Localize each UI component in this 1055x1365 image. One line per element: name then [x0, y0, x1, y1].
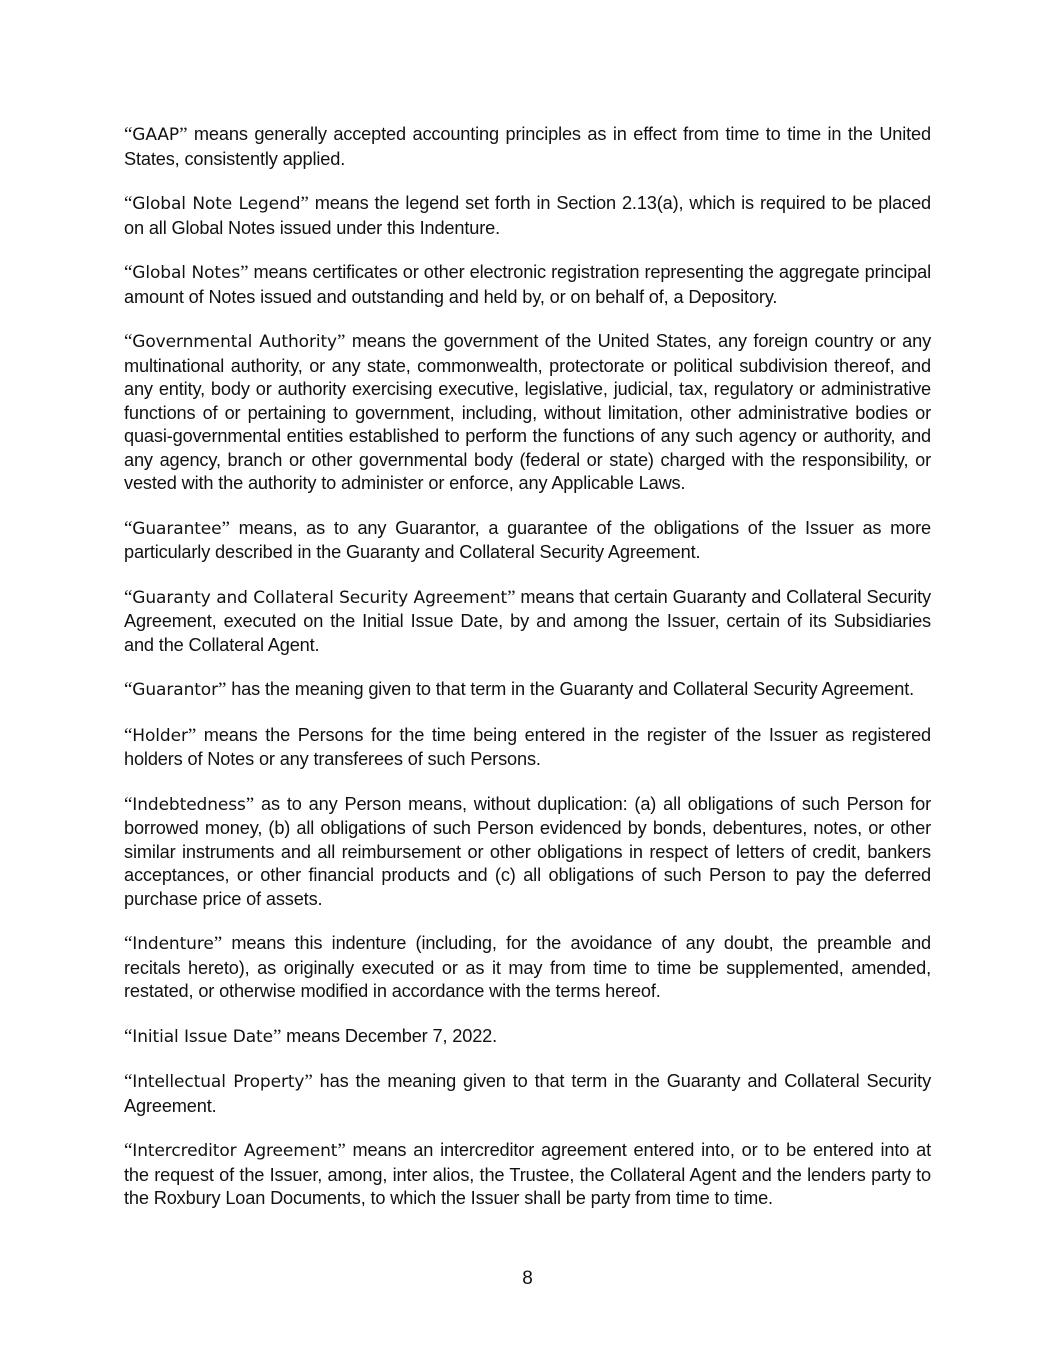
definition-guaranty-and-collateral-security-agreement: “Guaranty and Collateral Security Agreement” means that certain Guaranty and Collateral Security Agreement, executed on the Initial Issue Date, by and among the Issuer, certain of its Subsidiaries and the Collateral Agent. — [124, 586, 931, 655]
defined-term: Global Notes — [132, 263, 241, 283]
definition-text: means that certain Guaranty and Collateral Security Agreement, executed on the Initial Issue Date, by and among the Issuer, certain of its Subsidiaries and the Collateral Agent. — [124, 586, 931, 655]
definition-text: has the meaning given to that term in the Guaranty and Collateral Security Agreement. — [124, 1071, 932, 1116]
definition-indebtedness: “Indebtedness” as to any Person means, without duplication: (a) all obligations of such Person for borrowed money, (b) all obligations of such Person evidenced by bonds, debentures, notes, or other similar instruments and all reimbursement or other obligations in respect of letters of credit, bankers acceptances, or other financial products and (c) all obligations of such Person to pay the deferred purchase price of assets. — [124, 793, 932, 909]
defined-term: Guarantor — [132, 680, 218, 700]
defined-term: Initial Issue Date — [132, 1026, 273, 1047]
defined-term: Intellectual Property — [132, 1072, 305, 1092]
definition-guarantee: “Guarantee” means, as to any Guarantor, a guarantee of the obligations of the Issuer as more particularly described in the Guaranty and Collateral Security Agreement. — [124, 517, 931, 562]
definition-text: means the Persons for the time being entered in the register of the Issuer as registered holders of Notes or any transferees of such Persons. — [124, 724, 932, 769]
definition-text: means an intercreditor agreement entered into, or to be entered into at the request of the Issuer, among, inter alios, the Trustee, the Collateral Agent and the lenders party to the Roxbury Loan Documents, to which the Issuer shall be party from time to time. — [124, 1140, 931, 1208]
defined-term: Indenture — [132, 934, 214, 954]
definitions-list — [124, 123, 931, 1211]
definition-text: as to any Person means, without duplication: (a) all obligations of such Person for borrowed money, (b) all obligations of such Person evidenced by bonds, debentures, notes, or other similar instruments and all reimbursement or other obligations in respect of letters of credit, bankers acceptances, or other financial products and (c) all obligations of such Person to pay the deferred purchase price of assets. — [124, 793, 932, 909]
definition-global-note-legend: “Global Note Legend” means the legend set forth in Section 2.13(a), which is required to be placed on all Global Notes issued under this Indenture. — [124, 193, 931, 238]
page-number: 8 — [522, 1268, 533, 1289]
definition-guarantor: “Guarantor” has the meaning given to that term in the Guaranty and Collateral Security Agreement. — [124, 679, 915, 700]
definition-governmental-authority: “Governmental Authority” means the government of the United States, any foreign country or any multinational authority, or any state, commonwealth, protectorate or political subdivision thereof, and any entity, body or authority exercising executive, legislative, judicial, tax, regulatory or administrative functions of or pertaining to government, including, without limitation, other administrative bodies or quasi-governmental entities established to perform the functions of any such agency or authority, and any agency, branch or other governmental body (federal or state) charged with the responsibility, or vested with the authority to administer or enforce, any Applicable Laws. — [124, 331, 932, 493]
definition-intercreditor-agreement: “Intercreditor Agreement” means an intercreditor agreement entered into, or to be entered into at the request of the Issuer, among, inter alios, the Trustee, the Collateral Agent and the lenders party to the Roxbury Loan Documents, to which the Issuer shall be party from time to time. — [124, 1140, 931, 1208]
defined-term: Guarantee — [132, 518, 222, 539]
definition-text: means certificates or other electronic registration representing the aggregate principal amount of Notes issued and outstanding and held by, or on behalf of, a Depository. — [124, 262, 931, 307]
defined-term: Guaranty and Collateral Security Agreement — [132, 587, 508, 608]
definition-gaap: “GAAP” means generally accepted accounting principles as in effect from time to time in the United States, consistently applied. — [124, 124, 931, 169]
definition-text: means the legend set forth in Section 2.13(a), which is required to be placed on all Global Notes issued under this Indenture. — [124, 193, 931, 238]
definition-initial-issue-date: “Initial Issue Date” means December 7, 2022. — [124, 1025, 498, 1047]
definition-text: means December 7, 2022. — [286, 1025, 498, 1046]
definition-global-notes: “Global Notes” means certificates or other electronic registration representing the aggregate principal amount of Notes issued and outstanding and held by, or on behalf of, a Depository. — [124, 262, 931, 307]
definition-text: means generally accepted accounting principles as in effect from time to time in the United States, consistently applied. — [124, 124, 931, 169]
defined-term: Indebtedness — [132, 794, 246, 815]
definition-indenture: “Indenture” means this indenture (including, for the avoidance of any doubt, the preamble and recitals hereto), as originally executed or as it may from time to time be supplemented, amended, restated, or otherwise modified in accordance with the terms hereof. — [124, 933, 931, 1001]
definition-text: has the meaning given to that term in the Guaranty and Collateral Security Agreement. — [231, 679, 915, 699]
defined-term: Holder — [132, 725, 188, 746]
definition-text: means this indenture (including, for the avoidance of any doubt, the preamble and recitals hereto), as originally executed or as it may from time to time be supplemented, amended, restated, or otherwise modified in accordance with the terms hereof. — [124, 933, 931, 1001]
definition-text: means the government of the United States, any foreign country or any multinational authority, or any state, commonwealth, protectorate or political subdivision thereof, and any entity, body or authority exercising executive, legislative, judicial, tax, regulatory or administrative functions of or pertaining to government, including, without limitation, other administrative bodies or quasi-governmental entities established to perform the functions of any such agency or authority, and any agency, branch or other governmental body (federal or state) charged with the responsibility, or vested with the authority to administer or enforce, any Applicable Laws. — [124, 331, 932, 493]
defined-term: Intercreditor Agreement — [132, 1141, 338, 1161]
defined-term: GAAP — [132, 125, 180, 145]
definition-intellectual-property: “Intellectual Property” has the meaning given to that term in the Guaranty and Collateral Security Agreement. — [124, 1071, 932, 1116]
defined-term: Governmental Authority — [132, 332, 338, 352]
definition-holder: “Holder” means the Persons for the time being entered in the register of the Issuer as registered holders of Notes or any transferees of such Persons. — [124, 724, 932, 769]
defined-term: Global Note Legend — [132, 194, 301, 214]
definition-text: means, as to any Guarantor, a guarantee of the obligations of the Issuer as more particularly described in the Guaranty and Collateral Security Agreement. — [124, 517, 931, 562]
